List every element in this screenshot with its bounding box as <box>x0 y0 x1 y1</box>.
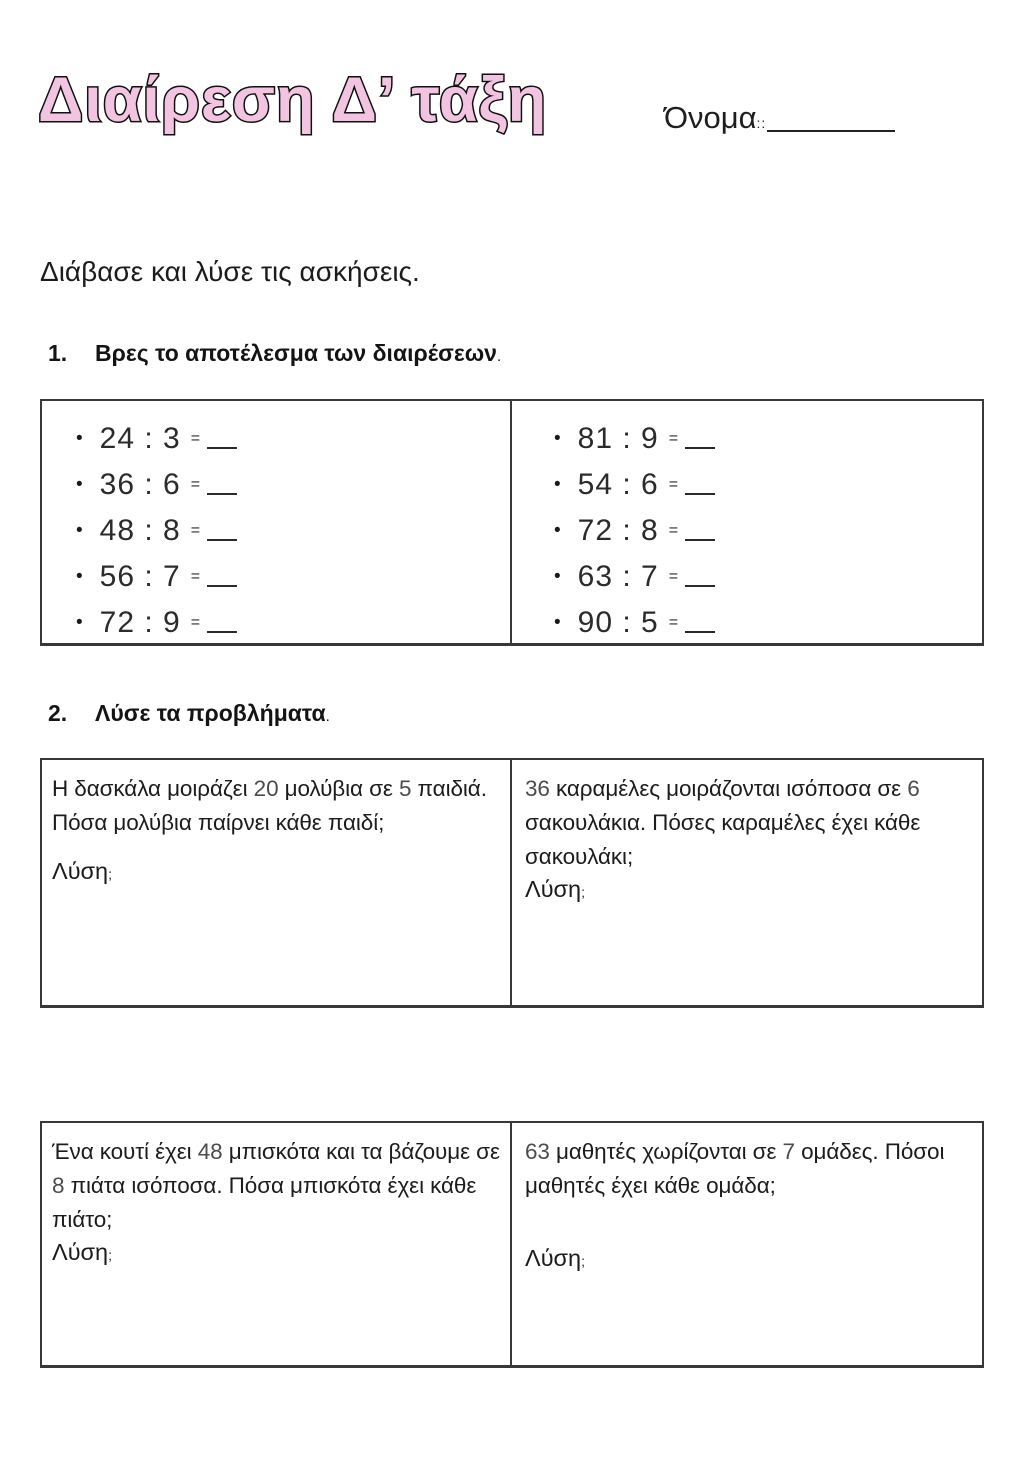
problem-number: 5 <box>398 776 412 801</box>
bullet-icon: • <box>76 474 83 495</box>
heading-period: . <box>496 348 502 365</box>
division-expression: 24 : 3 <box>99 422 181 455</box>
answer-blank <box>207 631 237 633</box>
problem-text: Ένα κουτί έχει 48 μπισκότα και τα βάζουμε σε 8 πιάτα ισόποσα. Πόσα μπισκότα έχει κάθε πιάτο; <box>52 1139 500 1232</box>
division-row <box>76 508 510 554</box>
problem-cell-3 <box>42 1123 512 1365</box>
solution-mark: ; <box>108 866 113 882</box>
problem-number: 8 <box>52 1173 65 1198</box>
equals-sign: = <box>668 430 679 447</box>
bullet-icon: • <box>76 566 83 587</box>
division-row <box>554 554 982 600</box>
solution-mark: ; <box>581 1253 586 1269</box>
division-row <box>76 416 510 462</box>
name-colons: :: <box>756 115 767 131</box>
heading-period: . <box>325 708 330 725</box>
problem-text: 63 μαθητές χωρίζονται σε 7 ομάδες. Πόσοι μαθητές έχει κάθε ομάδα; <box>525 1139 945 1198</box>
division-expression: 72 : 8 <box>577 514 659 547</box>
solution-label: Λύση; <box>52 1239 113 1265</box>
instruction-text: Διάβασε και λύσε τις ασκήσεις. <box>40 256 420 287</box>
problem-cell-4 <box>512 1123 982 1365</box>
equals-sign: = <box>190 568 201 585</box>
division-row <box>76 600 510 646</box>
division-expression: 72 : 9 <box>99 606 181 639</box>
division-row <box>554 508 982 554</box>
bullet-icon: • <box>554 428 561 449</box>
section-1-heading <box>48 340 501 367</box>
division-expression: 36 : 6 <box>99 468 181 501</box>
problem-number: 20 <box>253 776 279 801</box>
divisions-table <box>40 399 984 646</box>
page-title: Διαίρεση Δ’ τάξη <box>38 65 548 135</box>
problems-table-1 <box>40 758 984 1008</box>
solution-label: Λύση; <box>52 858 113 884</box>
division-expression: 90 : 5 <box>577 606 659 639</box>
problem-number: 48 <box>197 1139 223 1164</box>
division-expression: 63 : 7 <box>577 560 659 593</box>
section-2-number: 2. <box>48 700 68 726</box>
equals-sign: = <box>190 614 201 631</box>
solution-mark: ; <box>581 884 586 900</box>
bullet-icon: • <box>554 520 561 541</box>
answer-blank <box>207 447 237 449</box>
solution-mark: ; <box>108 1247 113 1263</box>
division-expression: 56 : 7 <box>99 560 181 593</box>
problem-number: 6 <box>907 776 920 801</box>
answer-blank <box>207 539 237 541</box>
answer-blank <box>685 631 715 633</box>
division-row <box>76 554 510 600</box>
problem-number: 7 <box>782 1139 795 1164</box>
division-row <box>554 416 982 462</box>
equals-sign: = <box>190 522 201 539</box>
division-expression: 81 : 9 <box>577 422 659 455</box>
name-field <box>664 100 895 136</box>
section-2-heading <box>48 700 330 727</box>
division-expression: 48 : 8 <box>99 514 181 547</box>
answer-blank <box>207 493 237 495</box>
answer-blank <box>685 585 715 587</box>
solution-label: Λύση; <box>525 1245 586 1271</box>
division-row <box>554 600 982 646</box>
equals-sign: = <box>668 614 679 631</box>
name-blank-line <box>767 130 895 132</box>
equals-sign: = <box>668 522 679 539</box>
answer-blank <box>685 539 715 541</box>
bullet-icon: • <box>76 428 83 449</box>
problem-cell-1 <box>42 760 512 1005</box>
division-expression: 54 : 6 <box>577 468 659 501</box>
section-1-number: 1. <box>48 340 68 366</box>
problem-cell-2 <box>512 760 982 1005</box>
section-1-title: Βρες το αποτέλεσμα των διαιρέσεων. <box>95 340 502 366</box>
problems-table-2 <box>40 1121 984 1368</box>
bullet-icon: • <box>554 612 561 633</box>
bullet-icon: • <box>554 566 561 587</box>
problem-number: 63 <box>525 1139 550 1164</box>
section-2-title: Λύσε τα προβλήματα. <box>95 700 330 726</box>
equals-sign: = <box>668 476 679 493</box>
equals-sign: = <box>190 476 201 493</box>
problem-number: 36 <box>525 776 550 801</box>
answer-blank <box>207 585 237 587</box>
bullet-icon: • <box>76 612 83 633</box>
division-row <box>554 462 982 508</box>
solution-label: Λύση; <box>525 876 586 902</box>
answer-blank <box>685 493 715 495</box>
divisions-column-right <box>512 401 982 643</box>
division-row <box>76 462 510 508</box>
problem-text: Η δασκάλα μοιράζει 20 μολύβια σε 5 παιδιά. Πόσα μολύβια παίρνει κάθε παιδί; <box>52 776 487 835</box>
equals-sign: = <box>668 568 679 585</box>
problem-text: 36 καραμέλες μοιράζονται ισόποσα σε 6 σακουλάκια. Πόσες καραμέλες έχει κάθε σακουλάκι; <box>525 776 921 869</box>
answer-blank <box>685 447 715 449</box>
divisions-column-left <box>42 401 512 643</box>
bullet-icon: • <box>554 474 561 495</box>
name-label: Όνομα <box>664 100 757 135</box>
equals-sign: = <box>190 430 201 447</box>
bullet-icon: • <box>76 520 83 541</box>
